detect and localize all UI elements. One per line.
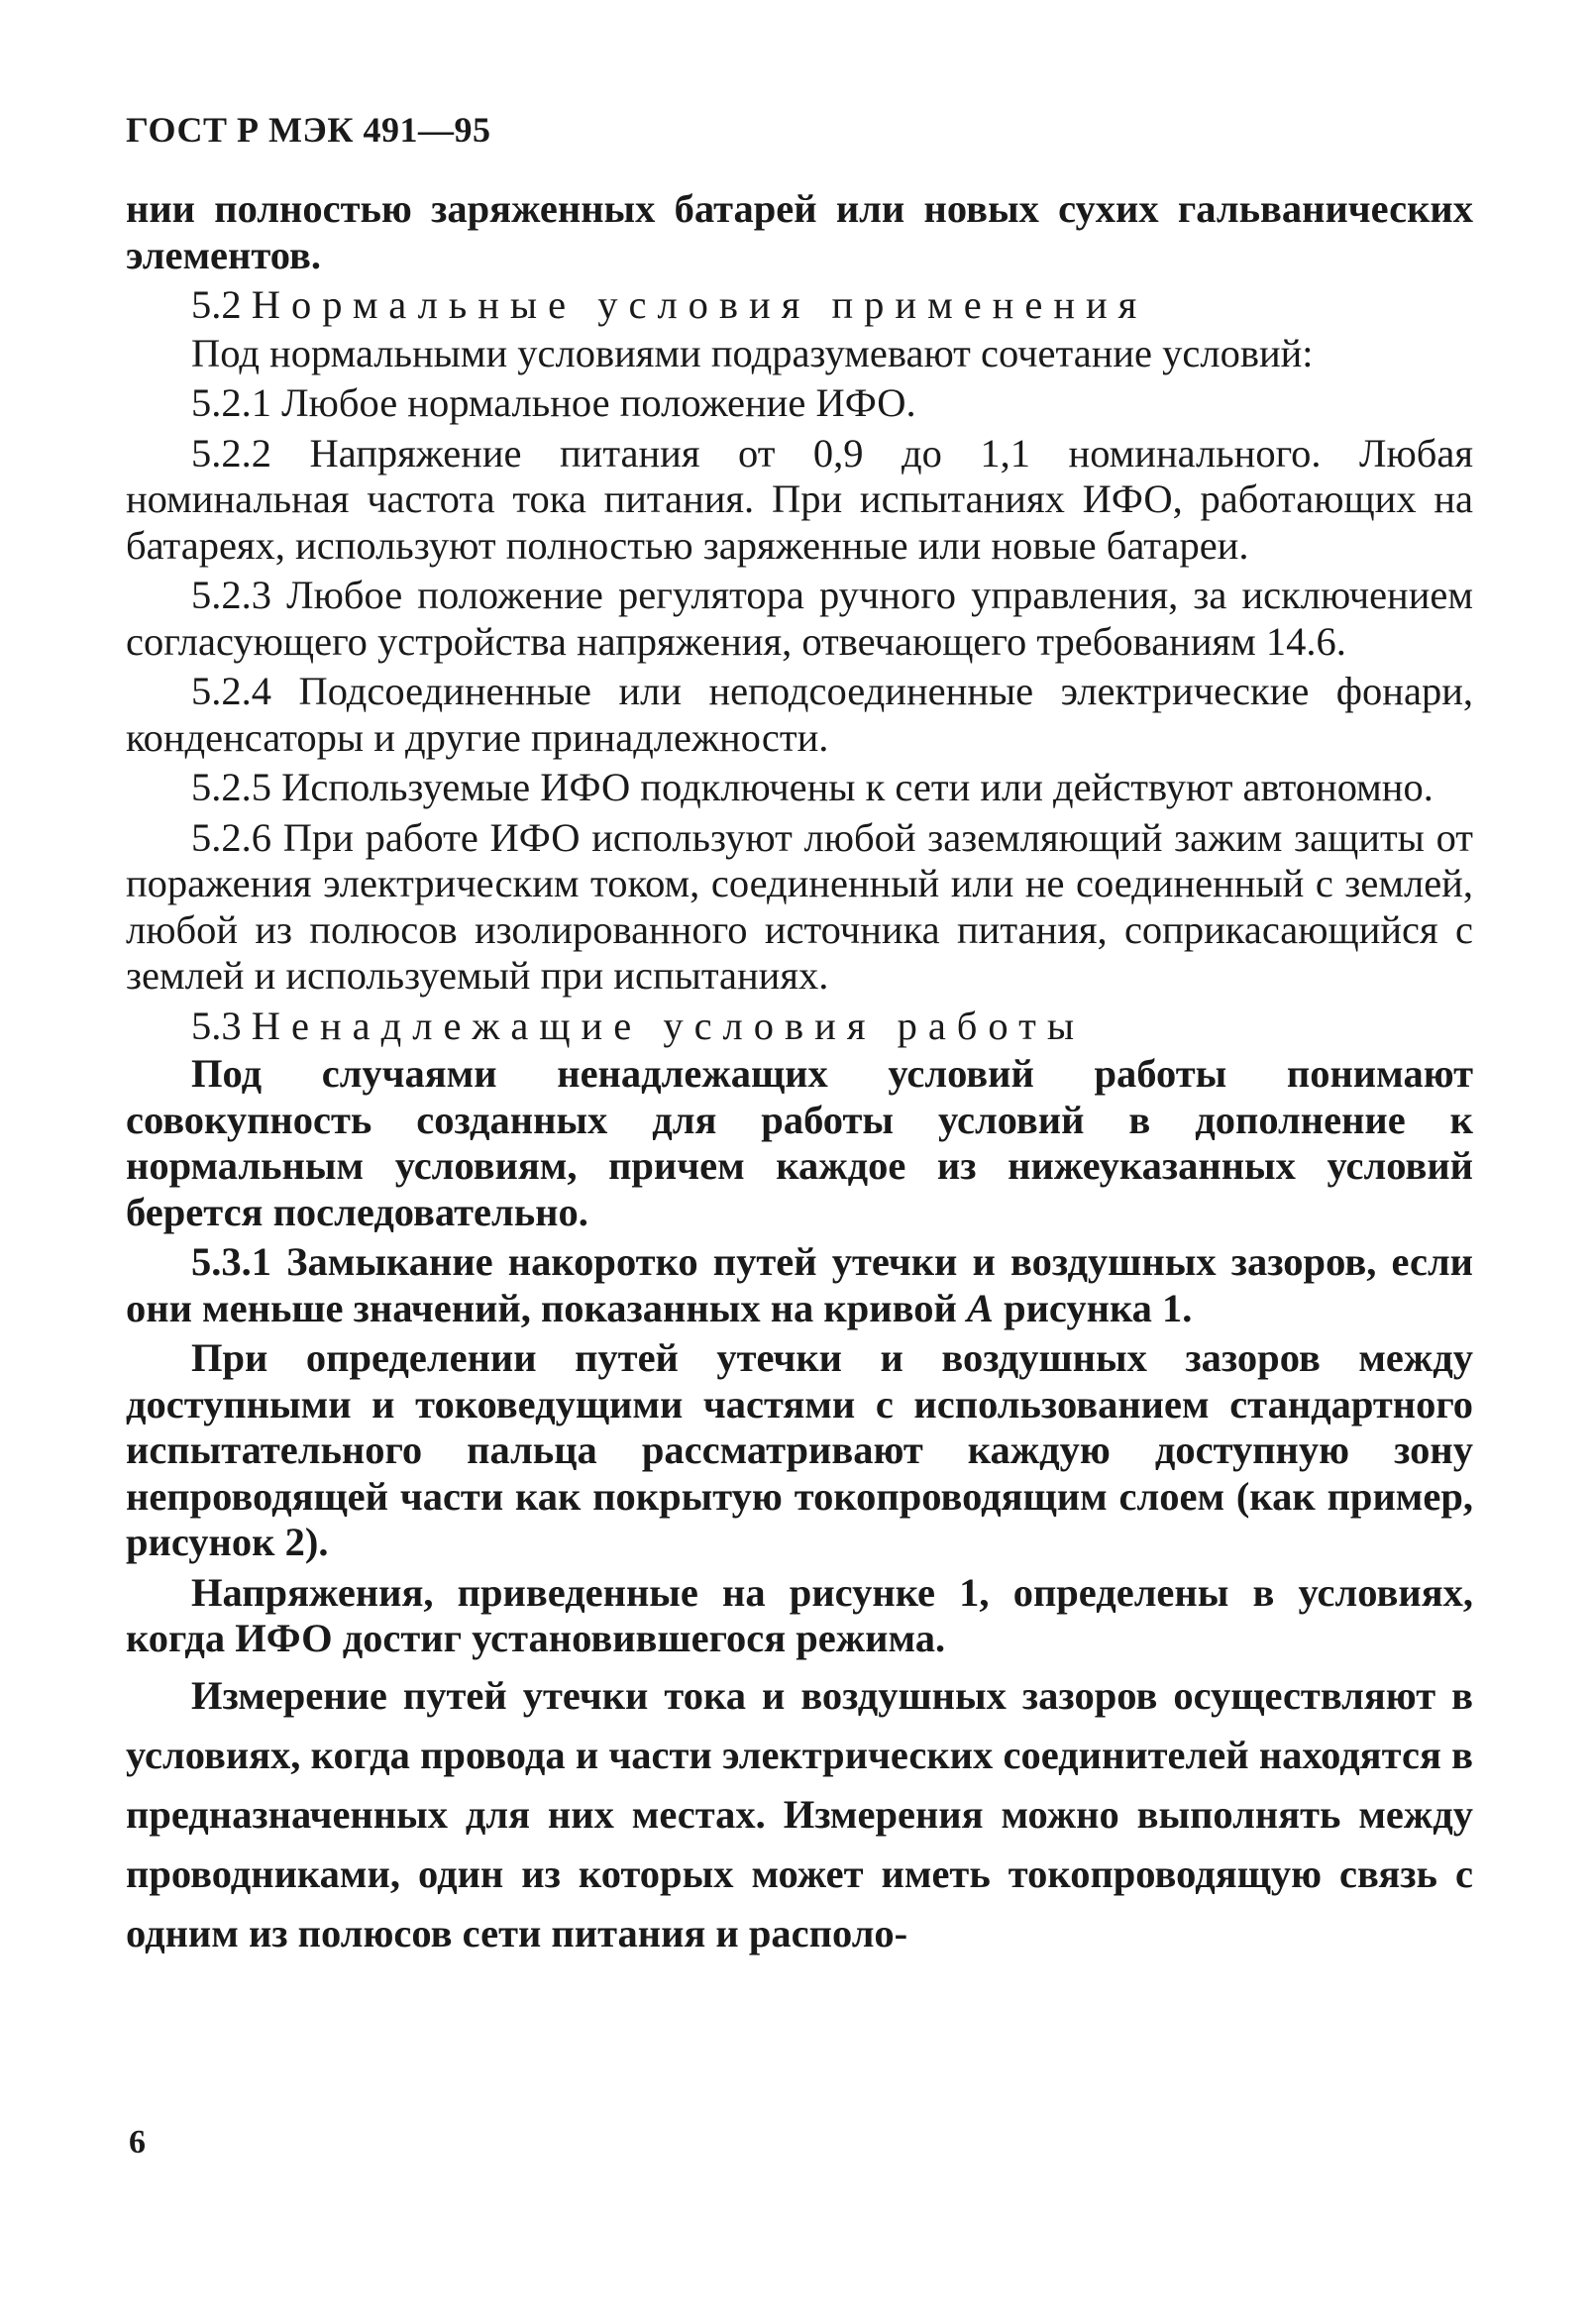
section-heading-5-2 [126,282,1473,329]
document-body [126,186,1473,1967]
paragraph-5-2-intro: Под нормальными условиями подразумевают сочетание условий: [191,330,1314,375]
text-run: рисунка 1. [993,1285,1193,1330]
curve-label: А [966,1285,994,1330]
paragraph-5-3-1-2: При определении путей утечки и воздушных зазоров между доступными и токоведущими частями с использованием стандартного испытательного пальца рассматривают каждую доступную зону непроводящей части как покрытую токопроводящим слоем (как пример, рисунок 2). [126,1335,1473,1564]
document-header: ГОСТ Р МЭК 491—95 [126,110,491,150]
paragraph-5-2-6: 5.2.6 При работе ИФО используют любой заземляющий зажим защиты от поражения электрическим током, соединенный или не соединенный с землей, любой из полюсов изолированного источника питания, соприкасающийся с землей и используемый при испытаниях. [126,814,1473,998]
paragraph-continuation: нии полностью заряженных батарей или новых сухих гальванических элементов. [126,186,1473,277]
bold-block [126,1051,1473,1963]
section-title: Ненадлежащие условия работы [251,1003,1086,1048]
paragraph-5-2-3: 5.2.3 Любое положение регулятора ручного управления, за исключением согласующего устройства напряжения, отвечающего требованиям 14.6. [126,573,1473,664]
section-number: 5.3 [191,1003,252,1048]
paragraph-5-2-2: 5.2.2 Напряжение питания от 0,9 до 1,1 номинального. Любая номинальная частота тока питания. При испытаниях ИФО, работающих на батареях, используют полностью заряженные или новые батареи. [126,430,1473,568]
paragraph-5-3-intro: Под случаями ненадлежащих условий работы понимают совокупность созданных для работы условий в дополнение к нормальным условиям, причем каждое из нижеуказанных условий берется последовательно. [126,1051,1473,1234]
page-number: 6 [129,2124,146,2161]
section-number: 5.2 [191,282,252,327]
paragraph-5-3-1 [126,1239,1473,1331]
paragraph-5-2-1: 5.2.1 Любое нормальное положение ИФО. [191,380,916,425]
paragraph-5-3-1-4: Измерение путей утечки тока и воздушных зазоров осуществляют в условиях, когда провода и части электрических соединителей находятся в предназначенных для них местах. Измерения можно выполнять между проводниками, один из которых может иметь токопроводящую связь с одним из полюсов сети питания и располо- [126,1672,1473,1955]
paragraph-5-3-1-3: Напряжения, приведенные на рисунке 1, определены в условиях, когда ИФО достиг установившегося режима. [126,1569,1473,1660]
paragraph-5-2-4: 5.2.4 Подсоединенные или неподсоединенные электрические фонари, конденсаторы и другие принадлежности. [126,669,1473,760]
section-title: Нормальные условия применения [251,282,1148,327]
section-heading-5-3 [126,1004,1473,1050]
text-run: 5.3.1 Замыкание накоротко путей утечки и воздушных зазоров, если они меньше значений, показанных на кривой [126,1239,1473,1330]
paragraph-5-2-5: 5.2.5 Используемые ИФО подключены к сети или действуют автономно. [191,765,1434,809]
